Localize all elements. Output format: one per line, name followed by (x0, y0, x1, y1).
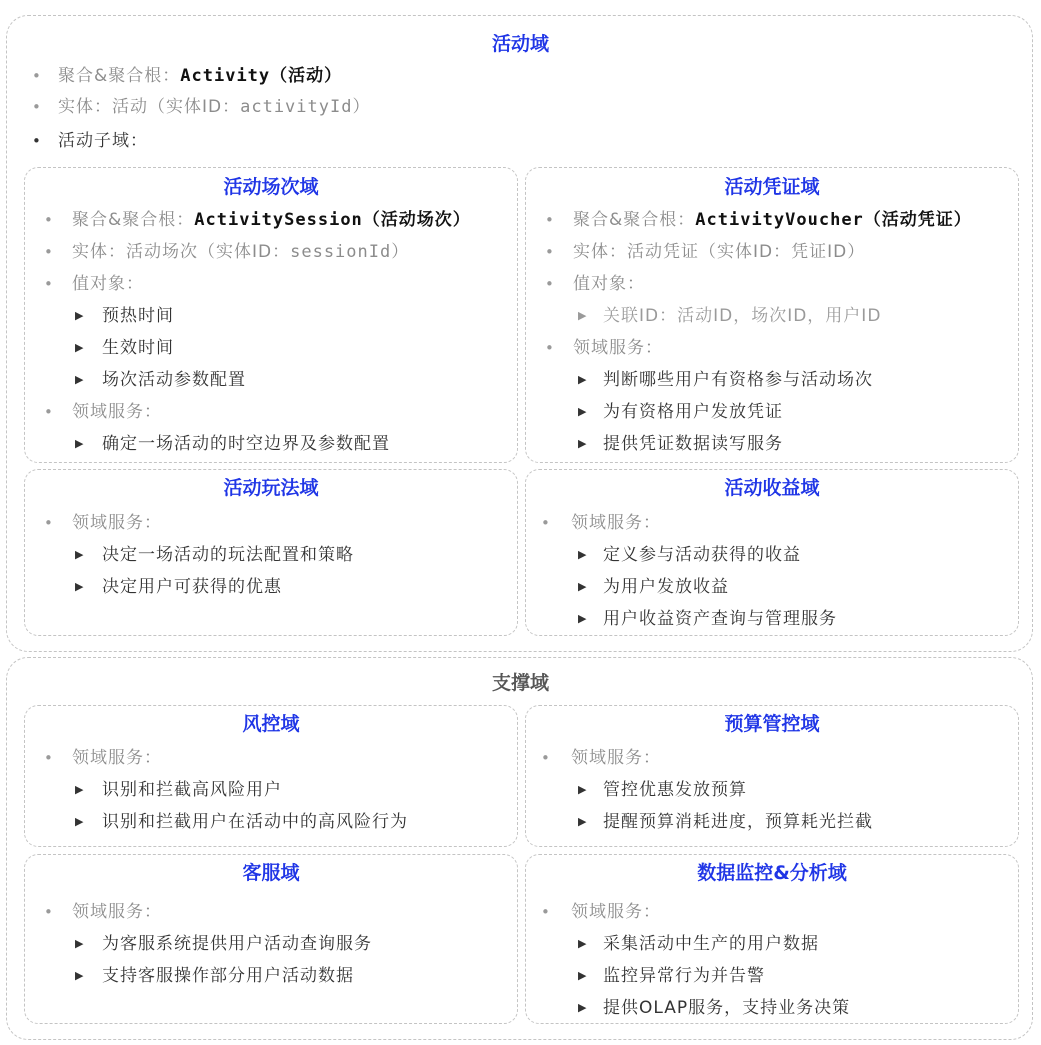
data-monitor-domain-title: 数据监控&分析域 (697, 862, 847, 884)
revenue-domain-title: 活动收益域 (724, 477, 820, 499)
aggregate-name: ActivityVoucher（活动凭证） (695, 210, 972, 230)
activity-aggregate-line (58, 64, 342, 88)
session-aggregate-line (72, 208, 471, 232)
bullet: • (545, 275, 554, 293)
arrow-bullet: ▶ (578, 612, 587, 625)
domain-service-label: 领域服务： (72, 748, 162, 768)
arrow-bullet: ▶ (578, 815, 587, 828)
activity-subdomain-label: 活动子域： (58, 131, 148, 151)
arrow-bullet: ▶ (578, 783, 587, 796)
service-item: 为用户发放收益 (603, 577, 729, 597)
budget-domain-box (525, 705, 1019, 847)
service-item: 为有资格用户发放凭证 (603, 402, 783, 422)
domain-service-label: 领域服务： (72, 513, 162, 533)
domain-service-label: 领域服务： (571, 513, 661, 533)
bullet: • (545, 243, 554, 261)
aggregate-prefix: 聚合&聚合根： (573, 210, 696, 230)
customer-service-domain-title: 客服域 (242, 862, 300, 884)
service-item: 决定一场活动的玩法配置和策略 (102, 545, 354, 565)
bullet: • (32, 67, 41, 85)
bullet: • (545, 211, 554, 229)
arrow-bullet: ▶ (578, 405, 587, 418)
voucher-domain-title: 活动凭证域 (724, 176, 820, 198)
service-item: 支持客服操作部分用户活动数据 (102, 966, 354, 986)
arrow-bullet: ▶ (75, 969, 84, 982)
arrow-bullet: ▶ (578, 937, 587, 950)
voucher-aggregate-line (573, 208, 972, 232)
entity-suffix: ） (352, 97, 371, 117)
bullet: • (32, 132, 41, 150)
arrow-bullet: ▶ (75, 937, 84, 950)
aggregate-prefix: 聚合&聚合根： (72, 210, 195, 230)
domain-service-label: 领域服务： (571, 902, 661, 922)
entity-id: sessionId (290, 242, 392, 262)
service-item: 决定用户可获得的优惠 (102, 577, 282, 597)
activity-domain-title: 活动域 (491, 33, 549, 55)
arrow-bullet: ▶ (75, 309, 84, 322)
arrow-bullet: ▶ (578, 969, 587, 982)
service-item: 确定一场活动的时空边界及参数配置 (102, 434, 390, 454)
voucher-domain-box (525, 167, 1019, 463)
bullet: • (541, 903, 550, 921)
service-item: 为客服系统提供用户活动查询服务 (102, 934, 372, 954)
value-item: 生效时间 (102, 338, 174, 358)
service-item: 定义参与活动获得的收益 (603, 545, 801, 565)
bullet: • (44, 275, 53, 293)
service-item: 判断哪些用户有资格参与活动场次 (603, 370, 873, 390)
risk-domain-box (24, 705, 518, 847)
entity-prefix: 实体：活动（实体ID： (58, 97, 241, 117)
arrow-bullet: ▶ (75, 815, 84, 828)
arrow-bullet: ▶ (578, 373, 587, 386)
session-entity-line (72, 240, 409, 264)
bullet: • (541, 514, 550, 532)
bullet: • (44, 903, 53, 921)
bullet: • (32, 98, 41, 116)
arrow-bullet: ▶ (578, 580, 587, 593)
aggregate-name: ActivitySession（活动场次） (194, 210, 471, 230)
bullet: • (44, 243, 53, 261)
support-domain-title: 支撑域 (491, 672, 549, 694)
arrow-bullet: ▶ (75, 580, 84, 593)
aggregate-prefix: 聚合&聚合根： (58, 66, 181, 86)
service-item: 采集活动中生产的用户数据 (603, 934, 819, 954)
value-item: 预热时间 (102, 306, 174, 326)
service-item: 提醒预算消耗进度，预算耗光拦截 (603, 812, 873, 832)
value-item: 关联ID：活动ID，场次ID，用户ID (603, 306, 882, 326)
arrow-bullet: ▶ (75, 437, 84, 450)
activity-entity-line (58, 95, 370, 119)
domain-service-label: 领域服务： (573, 338, 663, 358)
value-item: 场次活动参数配置 (102, 370, 246, 390)
bullet: • (44, 749, 53, 767)
gameplay-domain-box (24, 469, 518, 636)
customer-service-domain-box (24, 854, 518, 1024)
entity-id: activityId (240, 97, 353, 117)
service-item: 提供OLAP服务，支持业务决策 (603, 998, 851, 1018)
data-monitor-domain-box (525, 854, 1019, 1024)
session-domain-title: 活动场次域 (223, 176, 319, 198)
bullet: • (44, 403, 53, 421)
bullet: • (545, 339, 554, 357)
value-object-label: 值对象： (72, 274, 144, 294)
aggregate-name: Activity（活动） (180, 66, 343, 86)
arrow-bullet: ▶ (75, 341, 84, 354)
bullet: • (44, 514, 53, 532)
risk-domain-title: 风控域 (242, 713, 300, 735)
arrow-bullet: ▶ (578, 1001, 587, 1014)
service-item: 管控优惠发放预算 (603, 780, 747, 800)
service-item: 用户收益资产查询与管理服务 (603, 609, 837, 629)
arrow-bullet: ▶ (75, 548, 84, 561)
service-item: 监控异常行为并告警 (603, 966, 765, 986)
entity-suffix: ） (391, 242, 410, 262)
service-item: 识别和拦截用户在活动中的高风险行为 (102, 812, 408, 832)
domain-service-label: 领域服务： (72, 402, 162, 422)
value-object-label: 值对象： (573, 274, 645, 294)
arrow-bullet: ▶ (578, 437, 587, 450)
service-item: 识别和拦截高风险用户 (102, 780, 282, 800)
arrow-bullet: ▶ (578, 309, 587, 322)
voucher-entity-line: 实体：活动凭证（实体ID：凭证ID） (573, 242, 866, 262)
bullet: • (541, 749, 550, 767)
gameplay-domain-title: 活动玩法域 (223, 477, 319, 499)
budget-domain-title: 预算管控域 (724, 713, 820, 735)
revenue-domain-box (525, 469, 1019, 636)
arrow-bullet: ▶ (578, 548, 587, 561)
bullet: • (44, 211, 53, 229)
entity-prefix: 实体：活动场次（实体ID： (72, 242, 291, 262)
domain-service-label: 领域服务： (571, 748, 661, 768)
arrow-bullet: ▶ (75, 783, 84, 796)
domain-service-label: 领域服务： (72, 902, 162, 922)
service-item: 提供凭证数据读写服务 (603, 434, 783, 454)
session-domain-box (24, 167, 518, 463)
arrow-bullet: ▶ (75, 373, 84, 386)
